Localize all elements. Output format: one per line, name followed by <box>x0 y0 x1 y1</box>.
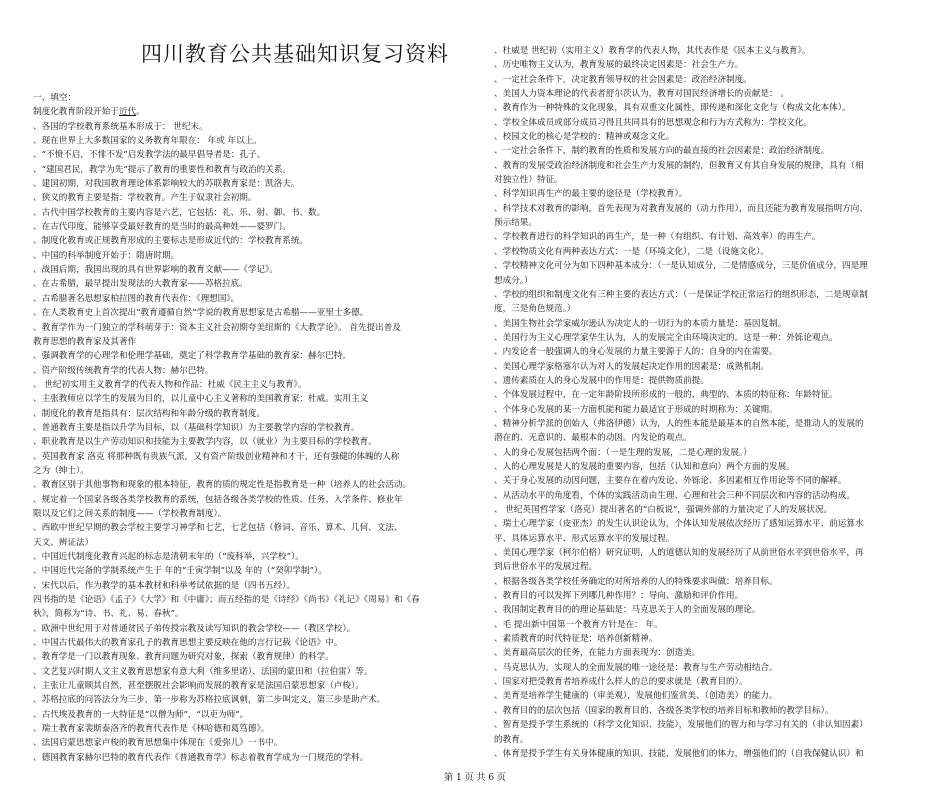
text-line: 平、具体运算水平、形式运算水平的发展过程。 <box>494 533 675 544</box>
text-line: 、美国行为主义心理学家华生认为，人的发展完全由环境决定的。这是一种：外铄论观点。 <box>494 332 838 343</box>
text-line: 、马克思认为，实现人的全面发展的唯一途径是：教育与生产劳动相结合。 <box>494 662 778 673</box>
text-line <box>33 665 473 679</box>
text-segment: 、古代埃及教育的一大特征是“以僧为师”，“以吏为师”。 <box>33 709 249 720</box>
text-line: 、内发论者一般强调人的身心发展的力量主要源于人的：自身的内在需要。 <box>494 347 778 358</box>
text-segment: 、在古代印度，能够享受最好教育的是当时的最高种姓——婆罗门。 <box>33 222 291 233</box>
text-line: 、我国制定教育目的的理论基础是：马克思关于人的全面发展的理论。 <box>494 605 761 616</box>
text-line <box>33 736 473 750</box>
text-line <box>33 722 473 736</box>
text-line <box>33 421 473 435</box>
text-line <box>33 450 473 464</box>
text-line: 、个体身心发展的某一方面机能和能力最适宜于形成的时期称为：关键期。 <box>494 404 778 415</box>
text-line <box>33 91 473 105</box>
text-segment: 、古希腊著名思想家柏拉图的教育代表作：《理想国》。 <box>33 293 240 304</box>
text-segment: 、英国教育家 洛克 将那种既有贵族气派，又有资产阶级创业精神和才干，还有强健的体魄的人称 <box>33 451 400 462</box>
text-segment: 天文、辨证法） <box>33 537 94 548</box>
text-segment: 、在古希腊，最早提出发现法的大教育家——苏格拉底。 <box>33 279 248 290</box>
text-line <box>33 435 473 449</box>
text-line: 对独立性）特征。 <box>494 175 563 186</box>
text-line: 潜在的、无意识的、最根本的动因。内发论的观点。 <box>494 433 692 444</box>
text-segment: 一、填空： <box>33 93 76 103</box>
text-line: 到后世俗水平的发展过程。 <box>494 562 598 573</box>
text-line: 、教育目的的层次包括（国家的教育目的、各级各类学校的培养目标和教师的教学目标）。 <box>494 705 834 716</box>
text-line: 、遗传素质在人的身心发展中的作用是：提供物质前提。 <box>494 375 709 386</box>
text-segment: 、在人类教育史上首次提出“教育遵循自然”学说的教育思想家是古希腊——亚里士多德。 <box>33 308 369 319</box>
page-footer: 第 1 页 共 6 页 <box>444 773 506 783</box>
text-segment: 、中国古代最伟大的教育家孔子的教育思想主要反映在他的言行记载《论语》中。 <box>33 638 343 649</box>
text-line <box>33 335 473 349</box>
text-segment: 、法国启蒙思想家卢梭的教育思想集中体现在《爱弥儿》一书中。 <box>33 738 283 749</box>
text-line: 度，三是角色规范。） <box>494 304 576 315</box>
text-line: 、关于身心发展的动因问题，主要存在着内发论、外铄论、多因素相互作用论等不同的解释。 <box>494 476 847 487</box>
text-segment: 、普通教育主要是指以升学为目标，以（基础科学知识）为主要教学内容的学校教育。 <box>33 422 360 433</box>
text-line: 、国家对把受教育者培养成什么样人的总的要求就是（教育目的）。 <box>494 677 748 688</box>
text-segment: 、 世纪初实用主义教育学的代表人物和作品：杜威《民主主义与教育》。 <box>33 379 307 390</box>
text-line <box>33 105 473 119</box>
text-line: 、美育是培养学生健康的（审美观），发展他们鉴赏美、（创造美）的能力。 <box>494 691 778 702</box>
text-line <box>33 593 473 607</box>
text-line <box>33 220 473 234</box>
text-line: 、历史唯物主义认为，教育发展的最终决定因素是：社会生产力。 <box>494 60 744 71</box>
text-line: 、学校教育进行的科学知识的再生产，是一种（有组织、有计划、高效率）的再生产。 <box>494 232 821 243</box>
text-line: 、学校全体成员或部分成员习得且共同具有的思想观念和行为方式称为：学校文化。 <box>494 117 812 128</box>
text-line: 、根据各级各类学校任务确定的对所培养的人的特殊要求叫做：培养目标。 <box>494 576 778 587</box>
text-segment: 、制度化的教育是指具有：层次结构和年龄分级的教育制度。 <box>33 408 266 419</box>
text-segment: 、强调教育学的心理学和伦理学基础，奠定了科学教育学基础的教育家：赫尔巴特。 <box>33 351 351 362</box>
text-segment: 、中国的科举制度开始于：隋唐时期。 <box>33 250 180 261</box>
text-segment: 。 <box>136 107 145 118</box>
text-line <box>33 364 473 378</box>
text-line: 、校园文化的核心是学校的：精神或观念文化。 <box>494 132 675 143</box>
text-segment: 、资产阶级传统教育学的代表人物：赫尔巴特。 <box>33 365 214 376</box>
text-segment: 、欧洲中世纪用于对普通贫民子弟传授宗教及读写知识的教会学校——（教区学校）。 <box>33 623 356 634</box>
text-line <box>33 349 473 363</box>
text-segment: 、教育学是一门以教育现象、教育问题为研究对象，探索（教育规律）的科学。 <box>33 652 334 663</box>
text-line: 、学校物质文化有两种表达方式：一是（环境文化），二是（设施文化）。 <box>494 246 769 257</box>
text-segment: 、中国近代完备的学制系统产生于 年的“壬寅学制”以及 年的（“癸卯学制”）。 <box>33 566 327 577</box>
text-line: 、体育是授予学生有关身体健康的知识、技能，发展他们的体力，增强他们的（自我保健认识）和 <box>494 748 864 759</box>
text-line <box>33 521 473 535</box>
text-line: 、科学技术对教育的影响，首先表现为对教育发展的（动力作用），而且还能为教育发展指明方向、 <box>494 203 868 214</box>
text-segment: 、制度化教育或正规教育形成的主要标志是形成近代的：学校教育系统。 <box>33 236 309 247</box>
text-line: 、精神分析学派的创始人（弗洛伊德）认为，人的性本能是最基本的自然本能，是推动人的发展的 <box>494 418 864 429</box>
text-line: 想成分。） <box>494 275 533 286</box>
text-line <box>33 148 473 162</box>
text-line <box>33 579 473 593</box>
text-line: 的教育。 <box>494 734 529 745</box>
text-line <box>33 234 473 248</box>
text-line <box>33 407 473 421</box>
text-line: 、教育作为一种特殊的文化现象，具有双重文化属性，即传递和深化文化与（构成文化本体）。 <box>494 103 851 114</box>
text-line: 、一定社会条件下，决定教育领导权的社会因素是：政治经济制度。 <box>494 74 752 85</box>
text-line: 、教育目的可以发挥下列哪几种作用？：导向、激励和评价作用。 <box>494 591 744 602</box>
text-line <box>33 564 473 578</box>
text-segment: 、“建国君民，教学为先”提示了教育的重要性和教育与政治的关系。 <box>33 164 292 175</box>
text-line <box>33 751 473 765</box>
document-title: 四川教育公共基础知识复习资料 <box>141 42 449 66</box>
text-line <box>33 636 473 650</box>
underlined-text: 近代 <box>118 107 137 118</box>
text-line <box>33 120 473 134</box>
text-segment: 、主张让儿童顺其自然，甚至摆脱社会影响而发展的教育家是法国启蒙思想家（卢梭）。 <box>33 681 364 692</box>
text-line: 、一定社会条件下，制约教育的性质和发展方向的最直接的社会因素是：政治经济制度。 <box>494 146 830 157</box>
text-line <box>33 708 473 722</box>
text-line: 、杜威是 世纪初（实用主义）教育学的代表人物，其代表作是《民本主义与教育》。 <box>494 46 811 56</box>
text-segment: 、古代中国学校教育的主要内容是六艺，它包括：礼、乐、射、御、书、数。 <box>33 207 326 218</box>
text-line <box>33 378 473 392</box>
text-segment: 、主张教师应以学生的发展为目的，以儿童中心主义著称的美国教育家：杜威。实用主义 <box>33 394 369 405</box>
text-line <box>33 206 473 220</box>
text-line: 、智育是授予学生系统的（科学文化知识、技能），发展他们的智力和与学习有关的（非认知因素） <box>494 720 868 731</box>
text-line: 、美国心理学家格塞尔认为对人的发展起决定作用的因素是：成熟机制。 <box>494 361 770 372</box>
text-line: 、学校的组织和制度文化有三种主要的表达方式：（一是保证学校正常运行的组织形态，二是规章制 <box>494 289 868 300</box>
text-line <box>33 679 473 693</box>
text-line <box>33 536 473 550</box>
right-column-lines <box>494 44 924 761</box>
text-line: 预示结果。 <box>494 218 537 229</box>
text-line: 、美国人力资本理论的代表者舒尔茨认为，教育对国民经济增长的贡献是： 。 <box>494 89 789 100</box>
text-line <box>33 607 473 621</box>
text-line <box>33 177 473 191</box>
text-line: 、个体发展过程中，在一定年龄阶段所形成的一般的、典型的、本质的特征称：年龄特征。 <box>494 390 838 401</box>
text-line: 、人的身心发展包括两个面：（一是生理的发展，二是心理的发展。） <box>494 447 752 458</box>
text-segment: 限以及它们之间关系的制度——（学校教育制度）。 <box>33 508 227 519</box>
text-line <box>33 249 473 263</box>
text-line: 、毛 提出新中国第一个教育方针是在： 年。 <box>494 619 663 630</box>
left-column-lines <box>33 91 473 765</box>
text-segment: 、现在世界上大多数国家的义务教育年限在： 年或 年以上。 <box>33 136 262 147</box>
text-line <box>33 507 473 521</box>
text-line <box>33 263 473 277</box>
text-line <box>33 693 473 707</box>
text-segment: 、文艺复兴时期人文主义教育思想家有意大利（维多里诺）、法国的蒙田和（拉伯雷）等。 <box>33 666 373 677</box>
text-segment: 、各国的学校教育系统基本形成于： 世纪末。 <box>33 121 208 132</box>
text-line <box>33 134 473 148</box>
text-segment: 、“不愤不启，不悱不发”启发教学法的最早倡导者是：孔子。 <box>33 150 266 161</box>
text-segment: 、宋代以后，作为教学的基本教材和科举考试依据的是（四书五经）。 <box>33 580 296 591</box>
text-line: 、美国生物社会学家威尔逊认为决定人的一切行为的本质力量是：基因复制。 <box>494 318 787 329</box>
text-line <box>33 277 473 291</box>
text-line <box>33 550 473 564</box>
text-line <box>33 163 473 177</box>
text-segment: 、德国教育家赫尔巴特的教育代表作《普通教育学》标志着教育学成为一门规范的学科。 <box>33 752 369 763</box>
text-line <box>33 650 473 664</box>
text-line: 、素质教育的时代特征是：培养创新精神。 <box>494 634 658 645</box>
text-segment: 、教育区别于其他事物和现象的根本特征，教育的质的规定性是指教育是一种（培养人的社会活动。 <box>33 480 412 491</box>
text-line <box>33 306 473 320</box>
text-segment: 、战国后期，我国出现的具有世界影响的教育文献——《学记》。 <box>33 265 278 276</box>
text-segment: 之为（绅士）。 <box>33 465 89 476</box>
text-line <box>33 493 473 507</box>
text-segment: 、职业教育是以生产劳动知识和技能为主要教学内容，以（就业）为主要目标的学校教育。 <box>33 437 377 448</box>
text-segment: 、瑞士教育家裴斯泰洛齐的教育代表作是《林哈德和葛笃德》。 <box>33 724 270 735</box>
text-line <box>33 321 473 335</box>
text-line: 、美育最高层次的任务，在能力方面表现为：创造美。 <box>494 648 701 659</box>
text-segment: 秋》，简称为“诗、书、礼、易、春秋”。 <box>33 609 184 620</box>
text-segment: 制度化教育阶段开始于 <box>33 107 119 118</box>
text-segment: 、苏格拉底的问答法分为三步，第一步称为苏格拉底讽刺，第二步叫定义，第三步是助产术。 <box>33 695 386 706</box>
text-line: 、 世纪英国哲学家（洛克）提出著名的“白板说”，强调外部的力量决定了人的发展状况。 <box>494 505 833 515</box>
text-segment: 、中国近代制度化教育兴起的标志是清朝末年的（“废科举，兴学校”）。 <box>33 552 304 562</box>
text-segment: 四书指的是《论语》《孟子》《大学》和《中庸》；而五经指的是《诗经》《尚书》《礼记》《周易》和《春 <box>33 595 420 606</box>
text-line: 、学校精神文化可分为如下四种基本成分：（一是认知成分，二是情感成分，三是价值成分，四是理 <box>494 261 868 272</box>
text-line <box>33 622 473 636</box>
text-line <box>33 292 473 306</box>
text-segment: 教育思想的教育家及其著作 <box>33 336 137 347</box>
text-line <box>33 392 473 406</box>
text-line <box>33 478 473 492</box>
text-line: 、教育的发展受政治经济制度和社会生产力发展的制约，但教育又有其自身发展的规律，具有（相 <box>494 160 864 171</box>
text-line: 、从活动水平的角度看，个体的实践活动由生理、心理和社会三种不同层次和内容的活动构成。 <box>494 490 855 501</box>
text-segment: 、教育学作为一门独立的学科萌芽于：资本主义社会初期夸美纽斯的《大教学论》。 首先提出普及 <box>33 322 401 333</box>
text-line: 、瑞士心理学家（皮亚杰）的发生认识论认为，个体认知发展依次经历了感知运算水平、前运算水 <box>494 519 864 530</box>
text-segment: 、建国初期，对我国教育理论体系影响较大的苏联教育家是：凯洛夫。 <box>33 179 300 190</box>
text-line: 、美国心理学家（柯尔伯格）研究证明，人的道德认知的发展经历了从前世俗水平到世俗水平，再 <box>494 548 864 559</box>
text-segment: 、规定着一个国家各级各类学校教育的系统，包括各级各类学校的性质、任务、入学条件、修业年 <box>33 494 403 505</box>
text-line <box>33 191 473 205</box>
text-segment: 、西欧中世纪早期的教会学校主要学习神学和七艺，七艺包括（修词、音乐、算术、几何、文法、 <box>33 523 403 534</box>
text-line: 、人的心理发展是人的发展的重要内容，包括（认知和意向）两个方面的发展。 <box>494 461 795 472</box>
text-line: 、科学知识再生产的最主要的途径是（学校教育）。 <box>494 189 688 200</box>
text-segment: 、狭义的教育主要是指：学校教育。产生于奴隶社会初期。 <box>33 193 257 204</box>
text-line <box>33 464 473 478</box>
